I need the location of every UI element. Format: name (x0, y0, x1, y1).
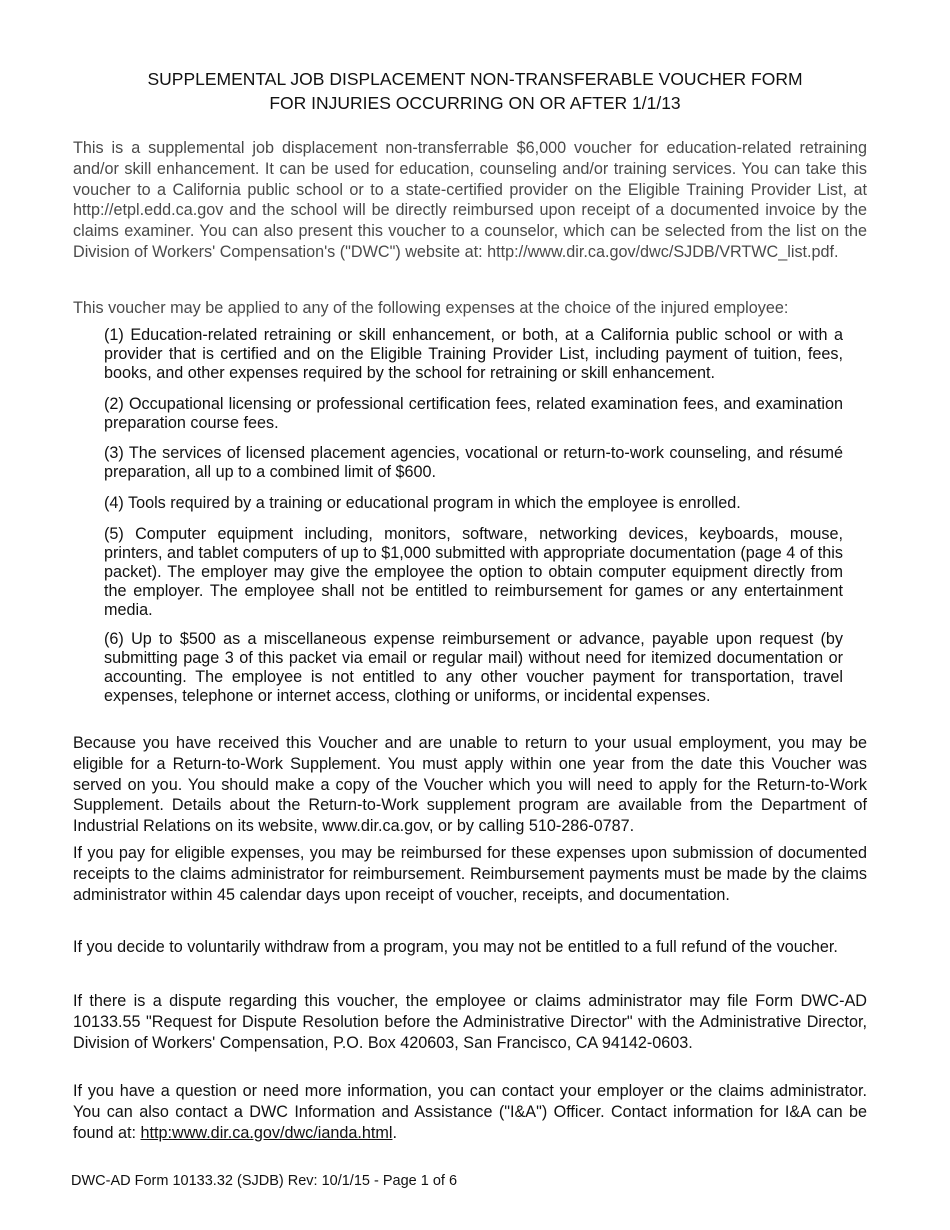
contact-end: . (392, 1123, 397, 1142)
form-title-line-2: FOR INJURIES OCCURRING ON OR AFTER 1/1/13 (269, 93, 681, 113)
withdraw-paragraph: If you decide to voluntarily withdraw from a program, you may not be entitled to a full refund of the voucher. (73, 938, 838, 956)
ianda-link[interactable]: http:www.dir.ca.gov/dwc/ianda.html (140, 1123, 393, 1142)
contact-text: If you have a question or need more information, you can contact your employer or the claims administrator. You can also contact a DWC Information and Assistance ("I&A") Officer. Contact information for I&A can be found at: (73, 1082, 867, 1142)
intro-paragraph: This is a supplemental job displacement non-transferrable $6,000 voucher for education-related retraining and/or skill enhancement. It can be used for education, counseling and/or training services. You can take this voucher to a California public school or to a state-certified provider on the Eligible Training Provider List, at http://etpl.edd.ca.gov and the school will be directly reimbursed upon receipt of a documented invoice by the claims examiner. You can also present this voucher to a counselor, which can be selected from the list on the Division of Workers' Compensation's ("DWC") website at: http://www.dir.ca.gov/dwc/SJDB/VRTWC_list.pdf. (73, 139, 867, 261)
dispute-paragraph: If there is a dispute regarding this voucher, the employee or claims administrator may file Form DWC-AD 10133.55 "Request for Dispute Resolution before the Administrative Director" with the Administrative Director, Division of Workers' Compensation, P.O. Box 420603, San Francisco, CA 94142-0603. (73, 992, 867, 1052)
expenses-intro-paragraph: This voucher may be applied to any of the following expenses at the choice of the injured employee: (73, 299, 789, 317)
expense-item-2: (2) Occupational licensing or professional certification fees, related examination fees, and examination preparation course fees. (104, 395, 843, 432)
expense-item-1: (1) Education-related retraining or skill enhancement, or both, at a California public school or with a provider that is certified and on the Eligible Training Provider List, including payment of tuition, fees, books, and other expenses required by the school for retraining or skill enhancement. (104, 326, 843, 382)
expense-item-5: (5) Computer equipment including, monitors, software, networking devices, keyboards, mouse, printers, and tablet computers of up to $1,000 submitted with appropriate documentation (page 4 of this packet). The employer may give the employee the option to obtain computer equipment directly from the employer. The employee shall not be entitled to reimbursement for games or any entertainment media. (104, 525, 843, 619)
reimbursement-paragraph: If you pay for eligible expenses, you may be reimbursed for these expenses upon submission of documented receipts to the claims administrator for reimbursement. Reimbursement payments must be made by the claims administrator within 45 calendar days upon receipt of voucher, receipts, and documentation. (73, 844, 867, 904)
form-title (0, 67, 950, 115)
contact-paragraph (73, 1081, 867, 1143)
expense-item-4: (4) Tools required by a training or educational program in which the employee is enrolled. (104, 494, 741, 512)
expense-item-3: (3) The services of licensed placement agencies, vocational or return-to-work counseling, and résumé preparation, all up to a combined limit of $600. (104, 444, 843, 481)
form-title-line-1: SUPPLEMENTAL JOB DISPLACEMENT NON-TRANSFERABLE VOUCHER FORM (147, 69, 803, 89)
expense-item-6: (6) Up to $500 as a miscellaneous expense reimbursement or advance, payable upon request (by submitting page 3 of this packet via email or regular mail) without need for itemized documentation or accounting. The employee is not entitled to any other voucher payment for transportation, travel expenses, telephone or internet access, clothing or uniforms, or incidental expenses. (104, 630, 843, 705)
return-to-work-paragraph: Because you have received this Voucher and are unable to return to your usual employment, you may be eligible for a Return-to-Work Supplement. You must apply within one year from the date this Voucher was served on you. You should make a copy of the Voucher which you will need to apply for the Return-to-Work Supplement. Details about the Return-to-Work supplement program are available from the Department of Industrial Relations on its website, www.dir.ca.gov, or by calling 510-286-0787. (73, 734, 867, 836)
page-footer: DWC-AD Form 10133.32 (SJDB) Rev: 10/1/15 - Page 1 of 6 (71, 1173, 458, 1189)
